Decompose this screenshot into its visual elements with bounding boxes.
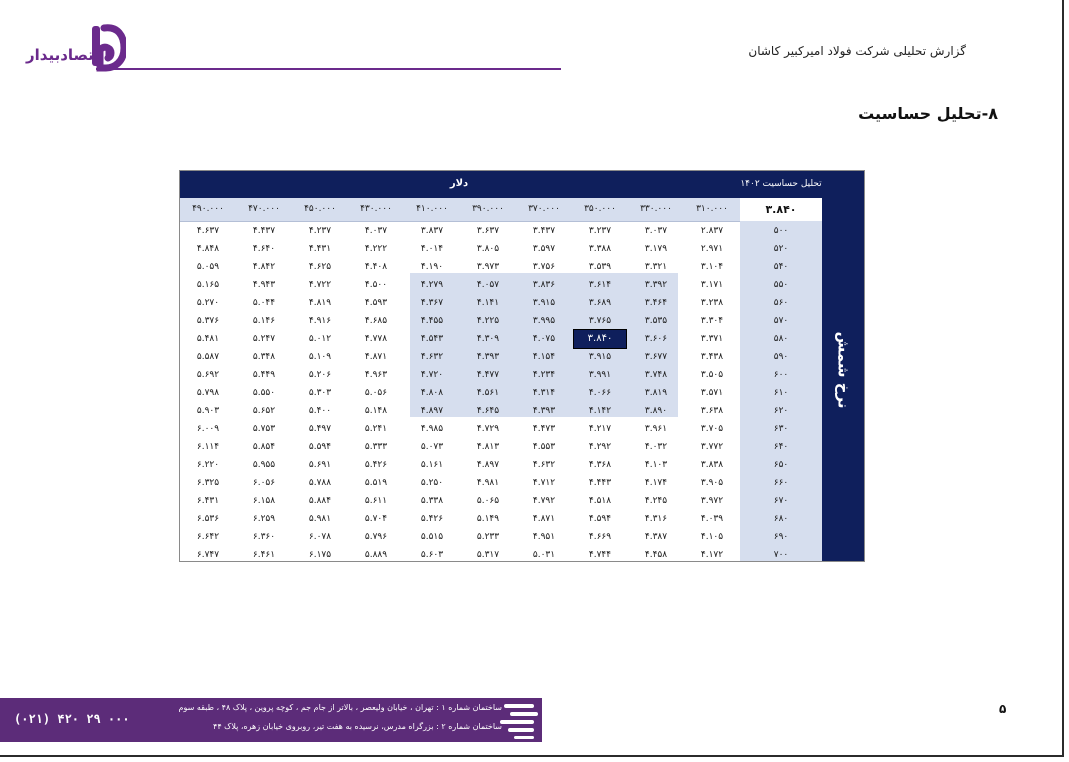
table-cell: ۳.۴۳۷ [532,226,556,236]
table-cell: ۴.۴۷۷ [476,370,500,380]
table-cell: ۳.۴۳۸ [700,352,724,362]
table-cell: ۴.۴۷۳ [532,424,556,434]
table-cell: ۴.۱۵۴ [532,352,556,362]
row-label: ۵۶۰ [773,298,789,308]
table-cell: ۴.۴۳۱ [308,244,332,254]
table-cell: ۵.۱۴۶ [252,316,276,326]
table-cell: ۳.۶۳۷ [476,226,500,236]
table-cell: ۴.۲۳۷ [308,226,332,236]
table-cell: ۶.۰۵۶ [252,478,276,488]
table-cell: ۴.۶۶۹ [588,532,612,542]
row-label: ۶۶۰ [773,478,789,488]
table-cell: ۳.۱۰۴ [700,262,724,272]
table-cell: ۴.۸۱۳ [476,442,500,452]
table-cell: ۴.۰۵۷ [476,280,500,290]
row-label: ۵۰۰ [773,226,789,236]
table-cell: ۴.۵۰۰ [364,280,388,290]
table-border [179,170,865,562]
table-cell: ۴.۹۸۵ [420,424,444,434]
table-cell: ۴.۰۷۵ [532,334,556,344]
table-cell: ۵.۵۱۹ [364,478,388,488]
table-cell: ۴.۳۶۸ [588,460,612,470]
table-cell: ۵.۸۸۹ [364,550,388,560]
table-cell: ۴.۸۴۲ [252,262,276,272]
table-cell: ۴.۷۲۰ [420,370,444,380]
table-cell: ۳.۳۲۱ [644,262,668,272]
row-label: ۶۰۰ [773,370,789,380]
row-label: ۶۴۰ [773,442,789,452]
table-cell: ۴.۵۱۸ [588,496,612,506]
row-label: ۶۳۰ [773,424,789,434]
column-header: ۳۹۰.۰۰۰ [472,204,504,214]
table-cell: ۵.۰۵۹ [196,262,220,272]
column-header: ۳۱۰.۰۰۰ [696,204,728,214]
row-label: ۶۹۰ [773,532,789,542]
table-cell: ۳.۵۳۹ [588,262,612,272]
table-cell: ۳.۵۰۵ [700,370,724,380]
table-cell: ۳.۳۰۴ [700,316,724,326]
table-cell: ۳.۹۰۵ [700,478,724,488]
table-cell: ۶.۱۱۴ [196,442,220,452]
table-cell: ۵.۶۹۲ [196,370,220,380]
table-cell: ۴.۴۴۳ [588,478,612,488]
table-cell: ۵.۵۸۷ [196,352,220,362]
header-divider [96,68,561,70]
table-cell: ۵.۰۷۳ [420,442,444,452]
table-cell: ۴.۴۰۸ [364,262,388,272]
column-header: ۴۹۰.۰۰۰ [192,204,224,214]
table-cell: ۵.۱۴۹ [476,514,500,524]
table-cell: ۵.۳۱۷ [476,550,500,560]
table-cell: ۵.۰۱۲ [308,334,332,344]
table-cell: ۴.۰۳۹ [700,514,724,524]
table-cell: ۴.۱۷۲ [700,550,724,560]
row-label: ۵۷۰ [773,316,789,326]
table-cell: ۶.۲۵۹ [252,514,276,524]
table-cell: ۴.۱۹۰ [420,262,444,272]
table-cell: ۴.۵۶۱ [476,388,500,398]
table-cell: ۴.۸۹۷ [476,460,500,470]
table-cell: ۴.۸۰۸ [420,388,444,398]
table-cell: ۳.۸۳۶ [532,280,556,290]
row-label: ۶۱۰ [773,388,789,398]
footer-phone: (۰۲۱) ۴۲۰ ۲۹ ۰۰۰ [14,712,130,726]
table-cell: ۴.۲۴۵ [644,496,668,506]
table-cell: ۴.۰۳۷ [364,226,388,236]
table-cell: ۶.۴۶۱ [252,550,276,560]
dollar-axis-label: دلار [449,178,469,189]
row-label: ۵۲۰ [773,244,789,254]
table-cell: ۴.۱۴۱ [476,298,500,308]
table-cell: ۴.۹۶۳ [364,370,388,380]
table-cell: ۵.۶۹۱ [308,460,332,470]
table-cell: ۳.۸۰۵ [476,244,500,254]
table-cell: ۳.۹۹۱ [588,370,612,380]
table-cell: ۳.۹۷۲ [700,496,724,506]
table-cell: ۵.۰۵۶ [364,388,388,398]
table-cell: ۳.۳۹۲ [644,280,668,290]
table-cell: ۴.۶۳۷ [196,226,220,236]
rate-axis-label: نرخ شمش [834,331,853,409]
table-cell: ۵.۴۰۰ [308,406,332,416]
table-cell: ۴.۷۱۲ [532,478,556,488]
table-cell: ۵.۳۴۸ [252,352,276,362]
table-cell: ۶.۴۳۱ [196,496,220,506]
table-cell: ۴.۶۳۲ [420,352,444,362]
row-label: ۶۵۰ [773,460,789,470]
table-cell: ۳.۴۶۴ [644,298,668,308]
table-cell: ۶.۳۶۰ [252,532,276,542]
column-header: ۴۵۰.۰۰۰ [304,204,336,214]
table-cell: ۳.۵۳۵ [644,316,668,326]
footer-decoration-icon [496,698,542,742]
table-cell: ۵.۵۹۴ [308,442,332,452]
table-cell: ۵.۷۵۳ [252,424,276,434]
table-cell: ۵.۴۸۱ [196,334,220,344]
table-cell: ۲.۹۷۱ [700,244,724,254]
table-cell: ۳.۱۷۱ [700,280,724,290]
table-cell: ۴.۰۶۶ [588,388,612,398]
table-cell: ۳.۲۳۷ [588,226,612,236]
table-cell: ۵.۴۲۶ [364,460,388,470]
table-cell: ۳.۶۸۹ [588,298,612,308]
table-cell: ۵.۲۳۳ [476,532,500,542]
table-cell: ۵.۸۵۴ [252,442,276,452]
table-cell: ۵.۱۴۸ [364,406,388,416]
table-cell: ۴.۶۴۰ [252,244,276,254]
table-cell: ۶.۱۷۵ [308,550,332,560]
table-cell: ۴.۹۱۶ [308,316,332,326]
table-cell: ۳.۸۱۹ [644,388,668,398]
table-cell: ۳.۰۳۷ [644,226,668,236]
table-cell: ۵.۱۰۹ [308,352,332,362]
table-cell: ۶.۰۰۹ [196,424,220,434]
table-cell: ۵.۵۵۰ [252,388,276,398]
table-cell: ۵.۰۴۴ [252,298,276,308]
row-label: ۶۸۰ [773,514,789,524]
table-cell: ۳.۶۱۴ [588,280,612,290]
footer-address-1: ساختمان شماره ۱ : تهران ، خیابان ولیعصر ، بالاتر از جام جم ، کوچه پروین ، پلاک ۴۸ ، طبقه سوم [178,703,502,712]
table-cell: ۳.۷۰۵ [700,424,724,434]
page-number: ۵ [999,702,1007,716]
table-cell: ۳.۸۹۰ [644,406,668,416]
table-cell: ۵.۵۱۵ [420,532,444,542]
row-label: ۶۲۰ [773,406,789,416]
table-cell: ۴.۰۳۲ [644,442,668,452]
table-cell: ۳.۷۴۸ [644,370,668,380]
table-cell: ۵.۰۶۵ [476,496,500,506]
table-cell: ۴.۹۸۱ [476,478,500,488]
footer-address-2: ساختمان شماره ۲ : بزرگراه مدرس، نرسیده به هفت تیر، روبروی خیابان زهره، پلاک ۴۴ [213,722,502,731]
table-cell: ۶.۵۳۶ [196,514,220,524]
table-cell: ۴.۸۴۸ [196,244,220,254]
table-cell: ۴.۶۲۵ [308,262,332,272]
column-header: ۳۵۰.۰۰۰ [584,204,616,214]
column-header: ۴۳۰.۰۰۰ [360,204,392,214]
table-cell: ۴.۲۱۷ [588,424,612,434]
table-cell: ۴.۳۶۷ [420,298,444,308]
table-cell: ۴.۷۹۲ [532,496,556,506]
column-header: ۴۷۰.۰۰۰ [248,204,280,214]
table-cell: ۴.۷۷۸ [364,334,388,344]
row-label: ۶۷۰ [773,496,789,506]
row-label: ۷۰۰ [773,550,789,560]
table-cell: ۴.۱۷۴ [644,478,668,488]
column-header: ۴۱۰.۰۰۰ [416,204,448,214]
table-cell: ۵.۷۰۴ [364,514,388,524]
table-cell: ۴.۲۲۵ [476,316,500,326]
table-cell: ۴.۸۷۱ [364,352,388,362]
table-cell: ۴.۵۵۳ [532,442,556,452]
table-cell: ۴.۸۱۹ [308,298,332,308]
table-cell: ۶.۷۴۷ [196,550,220,560]
table-cell: ۵.۹۰۳ [196,406,220,416]
table-cell: ۶.۶۴۲ [196,532,220,542]
table-cell: ۴.۹۴۳ [252,280,276,290]
table-cell: ۳.۹۱۵ [532,298,556,308]
sensitivity-table [179,170,865,562]
table-cell: ۴.۳۱۴ [532,388,556,398]
table-cell: ۳.۳۷۱ [700,334,724,344]
table-cell: ۵.۳۳۸ [420,496,444,506]
table-cell: ۵.۶۱۱ [364,496,388,506]
table-cell: ۳.۷۵۶ [532,262,556,272]
table-cell: ۵.۲۷۰ [196,298,220,308]
table-cell: ۶.۲۲۰ [196,460,220,470]
table-cell: ۵.۳۷۶ [196,316,220,326]
table-cell: ۵.۶۵۲ [252,406,276,416]
table-cell: ۳.۷۶۵ [588,316,612,326]
table-cell: ۴.۶۳۲ [532,460,556,470]
table-cell: ۴.۱۴۲ [588,406,612,416]
table-cell: ۴.۳۱۶ [644,514,668,524]
table-cell: ۴.۷۲۹ [476,424,500,434]
table-cell: ۴.۲۷۹ [420,280,444,290]
table-cell: ۴.۵۹۳ [364,298,388,308]
table-cell: ۶.۱۵۸ [252,496,276,506]
table-cell: ۵.۲۴۱ [364,424,388,434]
table-cell: ۵.۱۶۵ [196,280,220,290]
table-cell: ۵.۷۸۸ [308,478,332,488]
table-cell: ۴.۸۷۱ [532,514,556,524]
table-cell: ۴.۷۲۲ [308,280,332,290]
table-cell: ۴.۱۰۵ [700,532,724,542]
table-cell: ۳.۱۷۹ [644,244,668,254]
table-cell: ۴.۶۸۵ [364,316,388,326]
row-label: ۵۵۰ [773,280,789,290]
table-cell: ۴.۳۹۳ [532,406,556,416]
table-cell: ۴.۳۹۳ [476,352,500,362]
table-cell: ۳.۶۷۷ [644,352,668,362]
table-cell: ۵.۴۴۹ [252,370,276,380]
table-cell: ۳.۸۴۰ [574,330,626,348]
table-cell: ۳.۸۳۷ [420,226,444,236]
table-cell: ۶.۳۲۵ [196,478,220,488]
table-cell: ۴.۲۳۴ [532,370,556,380]
table-cell: ۵.۴۹۷ [308,424,332,434]
table-cell: ۳.۵۷۱ [700,388,724,398]
table-cell: ۴.۲۹۲ [588,442,612,452]
table-cell: ۳.۹۱۵ [588,352,612,362]
table-cell: ۴.۷۴۴ [588,550,612,560]
table-cell: ۳.۳۸۸ [588,244,612,254]
table-cell: ۴.۵۹۴ [588,514,612,524]
table-cell: ۵.۷۹۶ [364,532,388,542]
row-label: ۵۸۰ [773,334,789,344]
table-cell: ۴.۱۰۳ [644,460,668,470]
table-cell: ۳.۶۳۸ [700,406,724,416]
table-cell: ۴.۳۸۷ [644,532,668,542]
table-cell: ۴.۶۴۵ [476,406,500,416]
report-title: گزارش تحلیلی شرکت فولاد امیرکبیر کاشان [748,44,966,58]
table-cell: ۴.۴۳۷ [252,226,276,236]
table-cell: ۵.۲۴۷ [252,334,276,344]
table-cell: ۳.۹۶۱ [644,424,668,434]
table-cell: ۵.۴۲۶ [420,514,444,524]
table-cell: ۵.۸۸۴ [308,496,332,506]
table-cell: ۴.۴۵۸ [644,550,668,560]
sensitivity-title: تحلیل حساسیت ۱۴۰۲ [740,170,822,198]
table-cell: ۵.۹۵۵ [252,460,276,470]
table-cell: ۴.۵۴۳ [420,334,444,344]
table-cell: ۳.۲۳۸ [700,298,724,308]
table-cell: ۵.۹۸۱ [308,514,332,524]
row-label: ۵۴۰ [773,262,789,272]
table-cell: ۵.۳۰۳ [308,388,332,398]
table-cell: ۳.۹۷۳ [476,262,500,272]
table-cell: ۴.۸۹۷ [420,406,444,416]
table-cell: ۶.۰۷۸ [308,532,332,542]
column-header: ۳۳۰.۰۰۰ [640,204,672,214]
table-cell: ۵.۷۹۸ [196,388,220,398]
column-header: ۳۷۰.۰۰۰ [528,204,560,214]
table-cell: ۵.۲۰۶ [308,370,332,380]
table-cell: ۳.۸۳۸ [700,460,724,470]
table-cell: ۴.۲۲۲ [364,244,388,254]
table-cell: ۴.۳۰۹ [476,334,500,344]
section-title: ۸-تحلیل حساسیت [858,104,998,123]
table-cell: ۴.۴۵۵ [420,316,444,326]
logo-text: اقتصادبیدار [26,46,110,64]
table-cell: ۴.۰۱۴ [420,244,444,254]
table-cell: ۴.۹۵۱ [532,532,556,542]
table-cell: ۳.۶۰۶ [644,334,668,344]
table-cell: ۵.۶۰۳ [420,550,444,560]
table-cell: ۵.۲۵۰ [420,478,444,488]
table-cell: ۲.۸۳۷ [700,226,724,236]
table-cell: ۵.۰۳۱ [532,550,556,560]
table-cell: ۳.۹۹۵ [532,316,556,326]
table-cell: ۳.۵۹۷ [532,244,556,254]
table-cell: ۵.۳۳۳ [364,442,388,452]
base-value-cell: ۳.۸۴۰ [740,198,822,221]
table-cell: ۳.۷۷۲ [700,442,724,452]
row-label: ۵۹۰ [773,352,789,362]
table-cell: ۵.۱۶۱ [420,460,444,470]
